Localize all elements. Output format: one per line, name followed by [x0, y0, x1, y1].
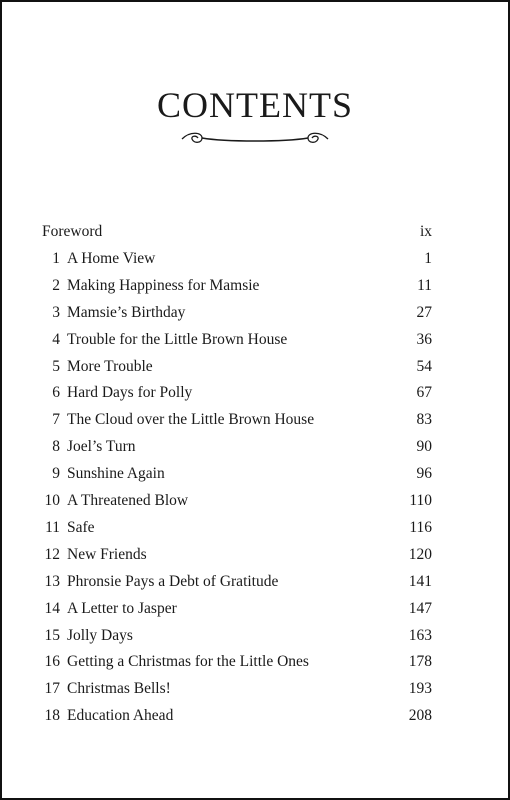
chapter-number: 9 [52, 465, 60, 483]
chapter-number: 2 [52, 276, 60, 294]
chapter-page: 116 [409, 518, 432, 536]
chapter-entry [42, 434, 432, 460]
chapter-number: 11 [45, 518, 60, 536]
chapter-number: 1 [52, 249, 60, 267]
chapter-number: 6 [52, 384, 60, 402]
chapter-title: A Letter to Jasper [67, 599, 177, 617]
chapter-page: 54 [416, 357, 432, 375]
chapter-entry [42, 300, 432, 326]
chapter-title: A Threatened Blow [67, 492, 189, 509]
chapter-page: 27 [416, 303, 432, 321]
chapter-title: Phronsie Pays a Debt of Gratitude [67, 572, 279, 590]
page-title: CONTENTS [157, 85, 353, 125]
chapter-page: 11 [417, 276, 432, 294]
chapter-page: 147 [408, 599, 432, 617]
chapter-title: Christmas Bells! [67, 680, 171, 698]
chapter-page: 120 [408, 545, 432, 563]
chapter-number: 3 [52, 303, 60, 321]
chapter-number: 18 [44, 707, 60, 725]
chapter-title: The Cloud over the Little Brown House [67, 411, 315, 429]
chapter-title: Safe [67, 518, 95, 536]
chapter-page: 163 [408, 626, 432, 644]
chapter-page: 90 [416, 438, 432, 456]
chapter-number: 5 [52, 357, 60, 375]
chapter-title: Jolly Days [67, 626, 133, 644]
chapter-title: Education Ahead [67, 707, 174, 725]
foreword-title: Foreword [42, 223, 103, 240]
chapter-number: 13 [44, 572, 60, 590]
chapter-entry [42, 407, 432, 433]
chapter-page: 83 [416, 411, 432, 429]
chapter-title: Sunshine Again [67, 465, 165, 483]
chapter-number: 17 [44, 680, 60, 698]
chapter-entry [42, 596, 432, 622]
chapter-entry [42, 488, 432, 514]
chapter-title: Trouble for the Little Brown House [67, 330, 288, 348]
chapter-title: Getting a Christmas for the Little Ones [67, 653, 309, 671]
chapter-number: 16 [44, 653, 60, 671]
chapter-entry [42, 273, 432, 299]
chapter-number: 10 [44, 492, 60, 509]
chapter-entry [42, 703, 432, 729]
chapter-title: Making Happiness for Mamsie [67, 276, 260, 294]
chapter-number: 7 [52, 411, 60, 429]
chapter-entry [42, 623, 432, 649]
chapter-title: A Home View [67, 249, 156, 267]
foreword-entry [42, 219, 432, 245]
chapter-title: New Friends [67, 545, 147, 563]
chapter-page: 110 [409, 492, 432, 509]
chapter-title: Mamsie’s Birthday [67, 303, 186, 321]
foreword-page: ix [419, 223, 432, 240]
chapter-page: 178 [408, 653, 432, 671]
chapter-number: 12 [44, 545, 60, 563]
chapter-entry [42, 515, 432, 541]
chapter-page: 1 [424, 249, 432, 267]
chapter-page: 67 [416, 384, 432, 402]
chapter-entry [42, 649, 432, 675]
chapter-number: 14 [44, 599, 60, 617]
chapter-entry [42, 569, 432, 595]
chapter-number: 4 [52, 330, 60, 348]
chapter-entry [42, 676, 432, 702]
chapter-number: 15 [44, 626, 60, 644]
chapter-page: 36 [416, 330, 432, 348]
chapter-title: More Trouble [67, 357, 153, 375]
chapter-entry [42, 380, 432, 406]
chapter-title: Joel’s Turn [67, 438, 136, 456]
chapter-entry [42, 354, 432, 380]
flourish-ornament-icon [176, 128, 334, 148]
chapter-page: 193 [408, 680, 432, 698]
chapter-number: 8 [52, 438, 60, 456]
chapter-page: 208 [408, 707, 432, 725]
chapter-entry [42, 327, 432, 353]
chapter-title: Hard Days for Polly [67, 384, 193, 402]
chapter-entry [42, 246, 432, 272]
chapter-page: 96 [416, 465, 432, 483]
chapter-entry [42, 461, 432, 487]
chapter-entry [42, 542, 432, 568]
chapter-page: 141 [408, 572, 432, 590]
